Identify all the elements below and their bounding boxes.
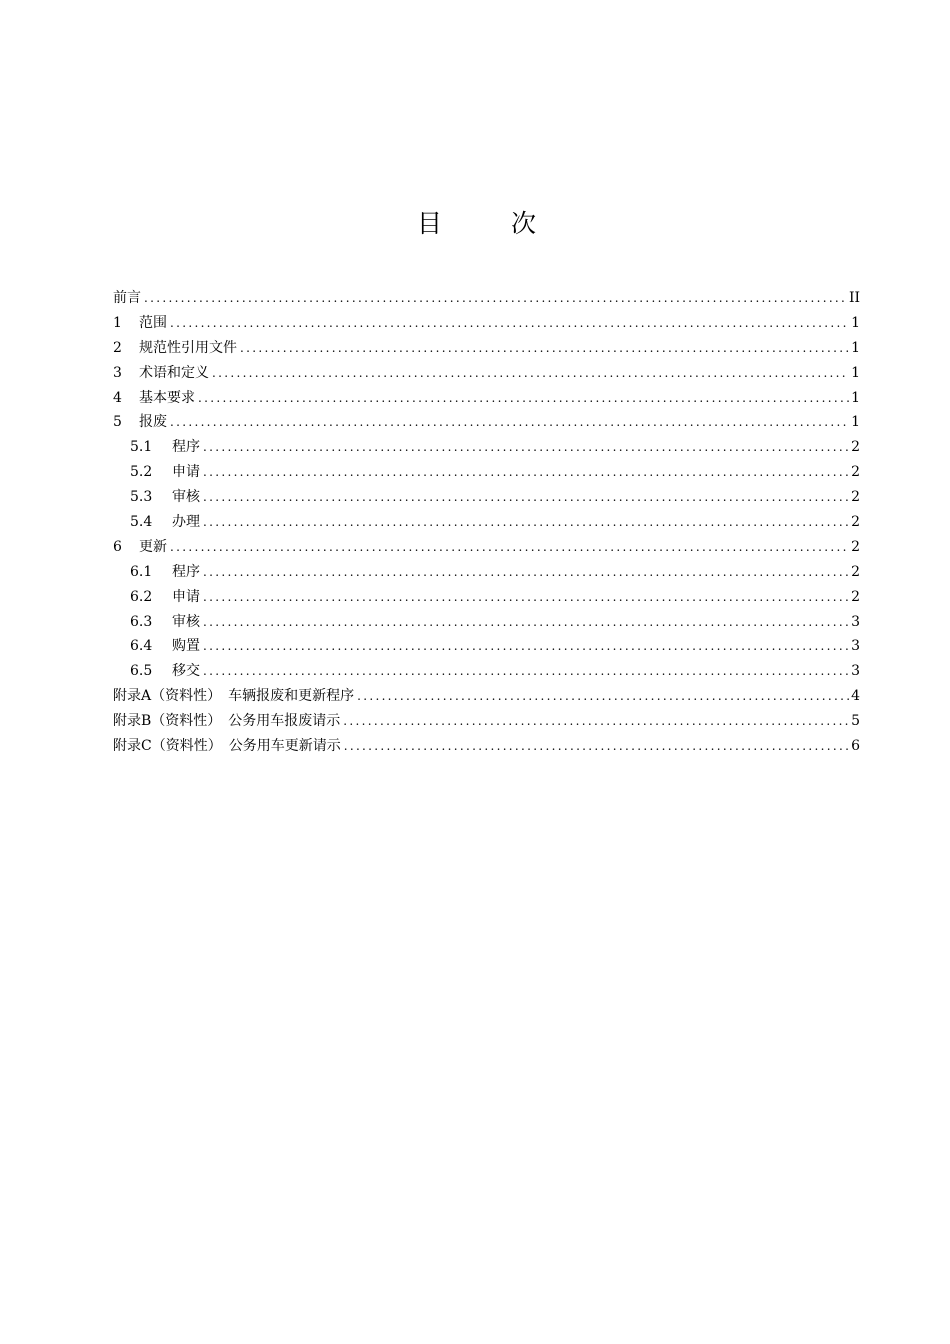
toc-entry[interactable] (113, 634, 860, 659)
toc-entry-number: 5.3 (130, 489, 153, 506)
toc-entry[interactable] (113, 560, 860, 585)
toc-entry[interactable] (113, 684, 860, 709)
toc-entry-page-number: 2 (851, 489, 860, 506)
toc-entry-page-number: 5 (851, 713, 860, 730)
toc-entry-label: 申请 (172, 464, 200, 481)
toc-dot-leader (203, 435, 849, 460)
toc-entry-label: 范围 (139, 314, 167, 331)
toc-dot-leader (344, 734, 849, 759)
toc-entry-label: 移交 (172, 663, 200, 680)
toc-entry-page-number: II (848, 290, 860, 306)
toc-entry-page-number: 4 (851, 688, 860, 705)
toc-entry-page-number: 3 (851, 638, 860, 655)
toc-entry-page-number: 1 (851, 314, 860, 331)
toc-entry-label: 基本要求 (139, 389, 195, 406)
toc-entry-number: 6 (113, 538, 122, 555)
toc-entry-label: 程序 (172, 563, 200, 580)
toc-entry-number: 1 (113, 314, 122, 331)
toc-entry-page-number: 2 (851, 439, 860, 456)
toc-entry-label: 程序 (172, 439, 200, 456)
toc-dot-leader (170, 311, 849, 336)
toc-entry-label: 更新 (139, 538, 167, 555)
toc-dot-leader (203, 634, 849, 659)
toc-entry-page-number: 2 (851, 538, 860, 555)
toc-entry-number: 2 (113, 339, 122, 356)
toc-entry-page-number: 3 (851, 613, 860, 630)
table-of-contents (113, 286, 860, 759)
toc-entry-label: 申请 (172, 588, 200, 605)
toc-entry-label: 规范性引用文件 (139, 339, 237, 356)
toc-entry-label: 前言 (113, 290, 141, 306)
toc-entry[interactable] (113, 410, 860, 435)
toc-entry-number: 5.2 (130, 464, 153, 481)
toc-entry-page-number: 2 (851, 588, 860, 605)
toc-entry[interactable] (113, 510, 860, 535)
toc-entry-label: 办理 (172, 514, 200, 531)
toc-title: 目 次 (416, 209, 558, 238)
toc-entry-number: 5.4 (130, 514, 153, 531)
toc-entry-page-number: 1 (851, 389, 860, 406)
toc-dot-leader (357, 684, 849, 709)
toc-entry[interactable] (113, 311, 860, 336)
toc-entry-label: 附录B（资料性） 公务用车报废请示 (113, 713, 341, 730)
toc-entry-number: 6.2 (130, 588, 153, 605)
toc-dot-leader (203, 485, 849, 510)
toc-entry[interactable] (113, 361, 860, 386)
toc-entry-label: 审核 (172, 613, 200, 630)
toc-entry[interactable] (113, 460, 860, 485)
toc-dot-leader (203, 585, 849, 610)
toc-entry-page-number: 1 (851, 339, 860, 356)
toc-entry-label: 购置 (172, 638, 200, 655)
toc-entry[interactable] (113, 610, 860, 635)
toc-entry[interactable] (113, 535, 860, 560)
toc-entry[interactable] (113, 659, 860, 684)
toc-entry-label: 报废 (139, 414, 167, 431)
toc-entry[interactable] (113, 336, 860, 361)
toc-entry[interactable] (113, 734, 860, 759)
toc-entry-number: 6.3 (130, 613, 153, 630)
toc-entry-number: 6.1 (130, 563, 153, 580)
toc-entry-page-number: 1 (851, 364, 860, 381)
toc-dot-leader (203, 560, 849, 585)
toc-entry-label: 附录A（资料性） 车辆报废和更新程序 (113, 688, 355, 705)
toc-entry-number: 3 (113, 364, 122, 381)
toc-entry-number: 4 (113, 389, 122, 406)
toc-entry[interactable] (113, 286, 860, 311)
toc-entry-number: 5.1 (130, 439, 153, 456)
toc-entry-number: 5 (113, 414, 122, 431)
toc-entry-page-number: 2 (851, 464, 860, 481)
toc-dot-leader (240, 336, 849, 361)
toc-dot-leader (144, 286, 847, 311)
toc-dot-leader (203, 510, 849, 535)
toc-dot-leader (198, 386, 849, 411)
toc-entry-page-number: 6 (851, 738, 860, 755)
toc-dot-leader (212, 361, 849, 386)
toc-entry-page-number: 3 (851, 663, 860, 680)
toc-entry-number: 6.5 (130, 663, 153, 680)
toc-entry[interactable] (113, 709, 860, 734)
toc-entry[interactable] (113, 485, 860, 510)
toc-entry[interactable] (113, 386, 860, 411)
toc-dot-leader (170, 410, 849, 435)
toc-entry-page-number: 1 (851, 414, 860, 431)
toc-entry-number: 6.4 (130, 638, 153, 655)
toc-entry[interactable] (113, 585, 860, 610)
toc-dot-leader (203, 659, 849, 684)
toc-dot-leader (203, 460, 849, 485)
toc-entry[interactable] (113, 435, 860, 460)
toc-dot-leader (203, 610, 849, 635)
toc-entry-label: 术语和定义 (139, 364, 209, 381)
toc-entry-label: 审核 (172, 489, 200, 506)
toc-dot-leader (170, 535, 849, 560)
toc-entry-page-number: 2 (851, 563, 860, 580)
toc-entry-label: 附录C（资料性） 公务用车更新请示 (113, 738, 341, 755)
toc-dot-leader (343, 709, 849, 734)
toc-entry-page-number: 2 (851, 514, 860, 531)
